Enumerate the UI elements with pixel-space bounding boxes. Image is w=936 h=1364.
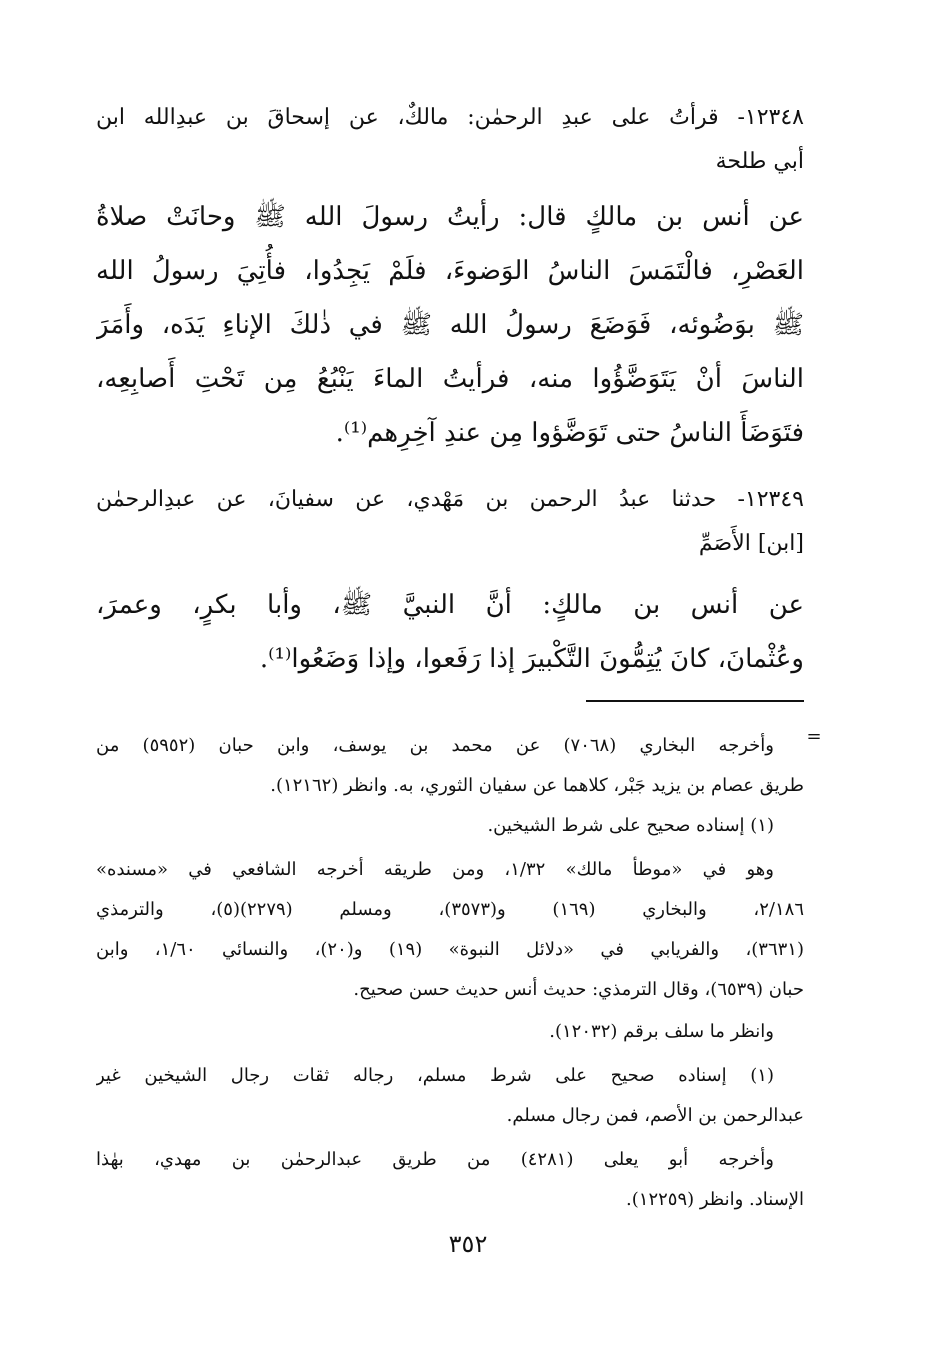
footnote-line: وأخرجه أبو يعلى (٤٢٨١) من طريق عبدالرحمٰن بن مهدي، بهٰذا xyxy=(96,1149,774,1170)
hadith-12349-chain xyxy=(96,478,804,566)
footnote-1-see-also xyxy=(96,1012,804,1052)
chain-line: أبي طلحة xyxy=(715,149,804,174)
matn-line: عن أنس بن مالكٍ قال: رأيتُ رسولَ الله ﷺ وحانَتْ صلاةُ xyxy=(96,202,804,232)
hadith-12349-text xyxy=(96,578,804,686)
page-number: ٣٥٢ xyxy=(448,1230,488,1258)
matn-line: فتَوَضَأَ الناسُ حتى تَوَضَّؤوا مِن عندِ آخِرِهم⁽¹⁾. xyxy=(335,418,804,448)
footnote-line: ٢/١٨٦، والبخاري (١٦٩) و(٣٥٧٣)، ومسلم (٢٢٧٩)(٥)، والترمذي xyxy=(96,899,804,920)
footnote-line: عبدالرحمن بن الأصم، فمن رجال مسلم. xyxy=(506,1105,804,1126)
footnote-continued xyxy=(96,726,804,806)
footnote-1-hadith-12349 xyxy=(96,1056,804,1136)
footnote-separator xyxy=(586,700,804,702)
matn-line: الناسَ أنْ يَتَوَضَّؤُوا منه، فرأيتُ الماءَ يَنْبُعُ مِن تَحْتِ أَصابِعِه، xyxy=(96,364,804,394)
footnote-1-sources xyxy=(96,850,804,1010)
footnote-line: وانظر ما سلف برقم (١٢٠٣٢). xyxy=(549,1021,774,1042)
matn-line: ﷺ بوَضُوئه، فَوَضَعَ رسولُ الله ﷺ في ذٰلكَ الإناءِ يَدَه، وأَمَرَ xyxy=(96,310,804,340)
footnote-line: وأخرجه البخاري (٧٠٦٨) عن محمد بن يوسف، وابن حبان (٥٩٥٢) من xyxy=(96,735,774,756)
footnote-1-hadith-12348 xyxy=(96,806,804,846)
footnote-line: الإسناد. وانظر (١٢٢٥٩). xyxy=(626,1189,804,1210)
continuation-mark: = xyxy=(806,726,822,747)
chain-line: ١٢٣٤٩- حدثنا عبدُ الرحمن بن مَهْدي، عن سفيانَ، عن عبدِالرحمٰن xyxy=(96,487,804,512)
footnote-2-sources xyxy=(96,1140,804,1220)
footnote-line: طريق عصام بن يزيد جَبْر، كلاهما عن سفيان الثوري، به. وانظر (١٢١٦٢). xyxy=(270,775,804,796)
footnote-line: (١) إسناده صحيح على شرط مسلم، رجاله ثقات رجال الشيخين غير xyxy=(96,1065,774,1086)
matn-line: وعُثْمانَ، كانَ يُتِمُّونَ التَّكْبيرَ إذا رَفَعوا، وإذا وَضَعُوا⁽¹⁾. xyxy=(259,644,804,674)
hadith-12348-chain xyxy=(96,96,804,184)
footnote-line: حبان (٦٥٣٩)، وقال الترمذي: حديث أنس حديث حسن صحيح. xyxy=(353,979,804,1000)
matn-line: العَصْرِ، فالْتَمَسَ الناسُ الوَضوءَ، فلَمْ يَجِدُوا، فأُتِيَ رسولُ الله xyxy=(96,256,804,286)
hadith-12348-text xyxy=(96,190,804,460)
footnote-line: وهو في «موطأ مالك» ١/٣٢، ومن طريقه أخرجه الشافعي في «مسنده» xyxy=(96,859,774,880)
footnote-line: (١) إسناده صحيح على شرط الشيخين. xyxy=(487,815,774,836)
chain-line: [ابن] الأَصَمِّ xyxy=(698,531,804,556)
chain-line: ١٢٣٤٨- قرأتُ على عبدِ الرحمٰن: مالكٌ، عن إسحاقَ بن عبدِالله ابن xyxy=(96,105,804,130)
footnote-line: (٣٦٣١)، والفريابي في «دلائل النبوة» (١٩) و(٢٠)، والنسائي ١/٦٠، وابن xyxy=(96,939,804,960)
matn-line: عن أنس بن مالكٍ: أنَّ النبيَّ ﷺ، وأبا بكرٍ، وعمرَ، xyxy=(96,590,804,620)
